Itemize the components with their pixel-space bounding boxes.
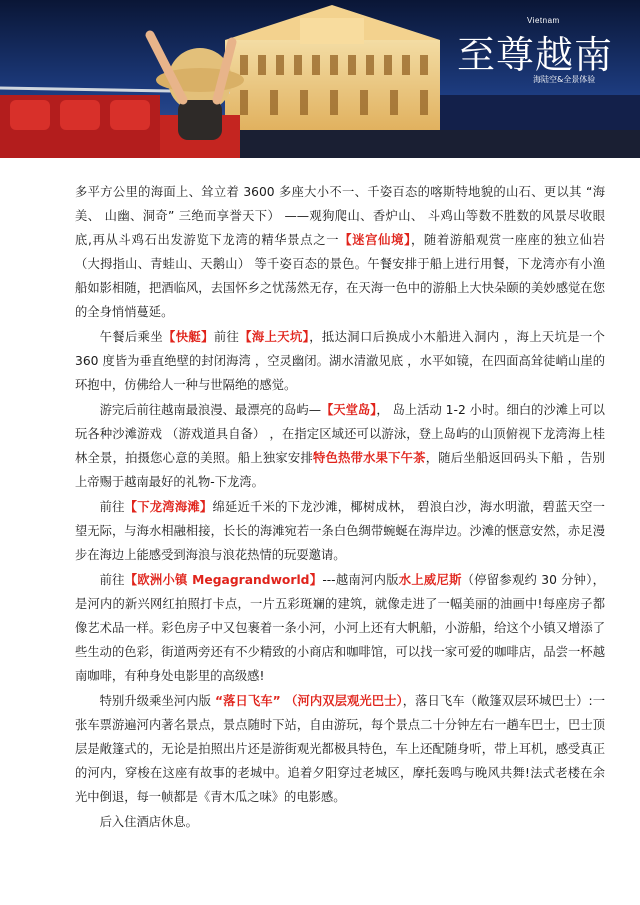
itinerary-text: [75, 180, 605, 835]
body-text: ， 岛上活动 1-2 小时。细白的沙滩上可以玩各种沙滩游戏 （游戏道具自备） ，在指定区域还可以游泳，登上岛屿的山顶俯视下龙湾海上桂林全景，拍摄您心意的美照。船上独家安排: [75, 403, 605, 465]
body-text: ，随后坐船返回码头下船 ，告别上帝赐于越南最好的礼物-下龙湾。: [75, 451, 605, 489]
itinerary-paragraph: [75, 180, 605, 324]
body-text: ---越南河内版: [322, 573, 399, 587]
highlight-text: 【快艇】: [163, 330, 214, 344]
highlight-text: 【海上天坑】: [239, 330, 310, 344]
itinerary-paragraph: [75, 689, 605, 809]
body-text: 游完后前往越南最浪漫、最漂亮的岛屿—: [99, 403, 321, 417]
body-text: 午餐后乘坐: [99, 330, 164, 344]
itinerary-paragraph: [75, 325, 605, 397]
body-text: （停留参观约 30 分钟），是河内的新兴网红拍照打卡点，一片五彩斑斓的建筑，就像走进了一幅美丽的油画中!每座房子都像艺术品一样。彩色房子中又包裹着一条小河，小河上还有大帆船，小游船，给这个小镇又增添了些生动的色彩，街道两旁还有不少精致的小商店和咖啡馆，可以找一家可爱的咖啡店，品尝一杯越南咖啡，有种身处电影里的高级感!: [75, 573, 605, 683]
itinerary-paragraph: [75, 568, 605, 688]
body-text: 前往: [99, 573, 125, 587]
itinerary-paragraph: [75, 398, 605, 494]
highlight-text: “落日飞车” （河内双层观光巴士）: [215, 694, 403, 708]
highlight-text: 【欧洲小镇 Megagrandworld】: [124, 573, 323, 587]
brand-logo: [457, 12, 622, 92]
body-text: ，抵达洞口后换成小木船进入洞内 ，海上天坑是一个 360 度皆为垂直绝壁的封闭海湾 ，空灵幽闭。湖水清澈见底 ，水平如镜，在四面高耸徒峭山崖的环抱中，仿佛给人一种与世隔绝的感觉。: [75, 330, 605, 392]
highlight-text: 【天堂岛】: [321, 403, 377, 417]
body-text: 后入住酒店休息。: [99, 815, 198, 829]
body-text: 绵延近千米的下龙沙滩，椰树成林， 碧浪白沙，海水明澈，碧蓝天空一望无际，与海水相融相接，长长的海滩宛若一条白色绸带蜿蜒在海岸边。沙滩的惬意安然，赤足漫步在海边上能感受到海浪与浪花热情的玩耍邀请。: [75, 500, 605, 562]
highlight-text: 【迷宫仙境】: [339, 233, 411, 247]
highlight-text: 【下龙湾海滩】: [124, 500, 213, 514]
header-banner: [0, 0, 640, 158]
body-text: ，落日飞车（敞篷双层环城巴士）:一张车票游遍河内著名景点，景点随时下站，自由游玩，每个景点二十分钟左右一趟车巴士，巴士顶层是敞篷式的，无论是拍照出片还是游街观光都极具特色，车上还配随身听，带上耳机，感受真正的河内，穿梭在这座有故事的老城中。追着夕阳穿过老城区，摩托轰鸣与晚风共舞!法式老楼在余光中倒退，每一帧都是《青木瓜之味》的电影感。: [75, 694, 605, 804]
brand-tag: Vietnam: [527, 16, 560, 25]
brand-title: 至尊越南: [457, 33, 614, 77]
body-text: 多平方公里的海面上、耸立着 3600 多座大小不一、千姿百态的喀斯特地貌的山石、更以其 “海美、 山幽、洞奇” 三绝而享誉天下） ——观狗爬山、香炉山、 斗鸡山等数不胜数的风景尽收眼底,再从斗鸡石出发游览下龙湾的精华景点之一: [75, 185, 605, 247]
body-text: 前往: [99, 500, 125, 514]
highlight-text: 特色热带水果下午茶: [312, 451, 426, 465]
body-text: 特别升级乘坐河内版: [99, 694, 215, 708]
itinerary-paragraph: [75, 810, 605, 834]
itinerary-paragraph: [75, 495, 605, 567]
brand-subtitle: 海陆空&全景体验: [533, 75, 596, 84]
body-text: 前往: [213, 330, 240, 344]
body-text: ，随着游船观赏一座座的独立仙岩 （大拇指山、青蛙山、天鹅山） 等千姿百态的景色。午餐安排于船上进行用餐，下龙湾亦有小渔船如影相随，把酒临风，去国怀乡之忧荡然无存，在天海一色中的游船上大快朵颐的美妙感觉在您的全身悄悄蔓延。: [75, 233, 605, 319]
highlight-text: 水上威尼斯: [398, 573, 462, 587]
